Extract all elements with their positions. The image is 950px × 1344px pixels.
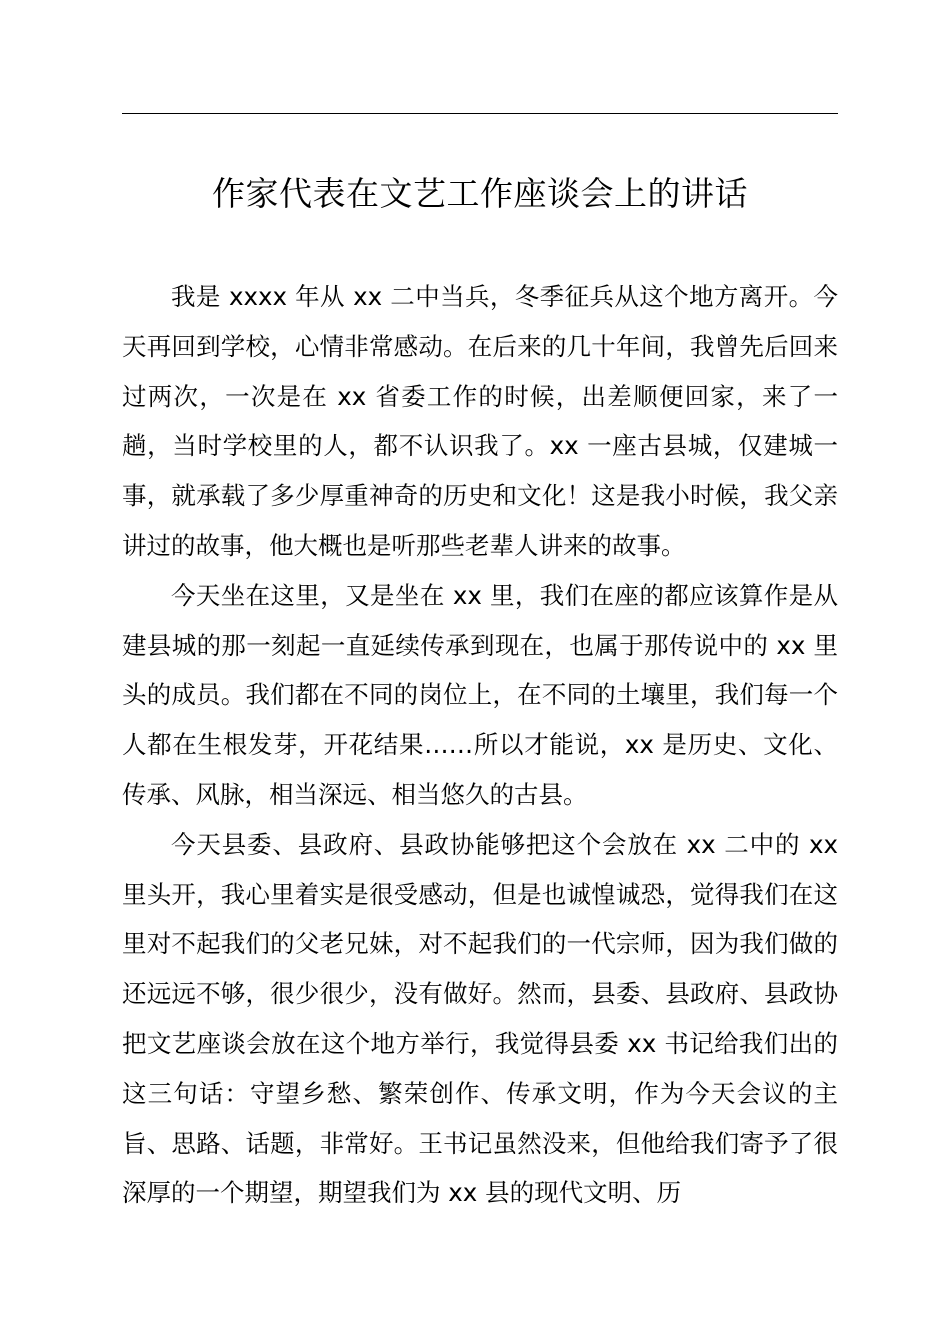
- paragraph-1: 我是 xxxx 年从 xx 二中当兵，冬季征兵从这个地方离开。今天再回到学校，心情非常感动。在后来的几十年间，我曾先后回来过两次，一次是在 xx 省委工作的时候，出差顺便回家，来了一趟，当时学校里的人，都不认识我了。xx 一座古县城，仅建城一事，就承载了多少厚重神奇的历史和文化！这是我小时候，我父亲讲过的故事，他大概也是听那些老辈人讲来的故事。: [122, 282, 838, 560]
- header-rule: [122, 113, 838, 114]
- paragraph-2: 今天坐在这里，又是坐在 xx 里，我们在座的都应该算作是从建县城的那一刻起一直延续传承到现在，也属于那传说中的 xx 里头的成员。我们都在不同的岗位上，在不同的土壤里，我们每一个人都在生根发芽，开花结果……所以才能说，xx 是历史、文化、传承、风脉，相当深远、相当悠久的古县。: [122, 580, 838, 809]
- paragraph-3: 今天县委、县政府、县政协能够把这个会放在 xx 二中的 xx 里头开，我心里着实是很受感动，但是也诚惶诚恐，觉得我们在这里对不起我们的父老兄妹，对不起我们的一代宗师，因为我们做的还远远不够，很少很少，没有做好。然而，县委、县政府、县政协把文艺座谈会放在这个地方举行，我觉得县委 xx 书记给我们出的这三句话：守望乡愁、繁荣创作、传承文明，作为今天会议的主旨、思路、话题，非常好。王书记虽然没来，但他给我们寄予了很深厚的一个期望，期望我们为 xx 县的现代文明、历: [122, 829, 838, 1208]
- document-body: [122, 272, 838, 1218]
- document-title: 作家代表在文艺工作座谈会上的讲话: [212, 174, 748, 213]
